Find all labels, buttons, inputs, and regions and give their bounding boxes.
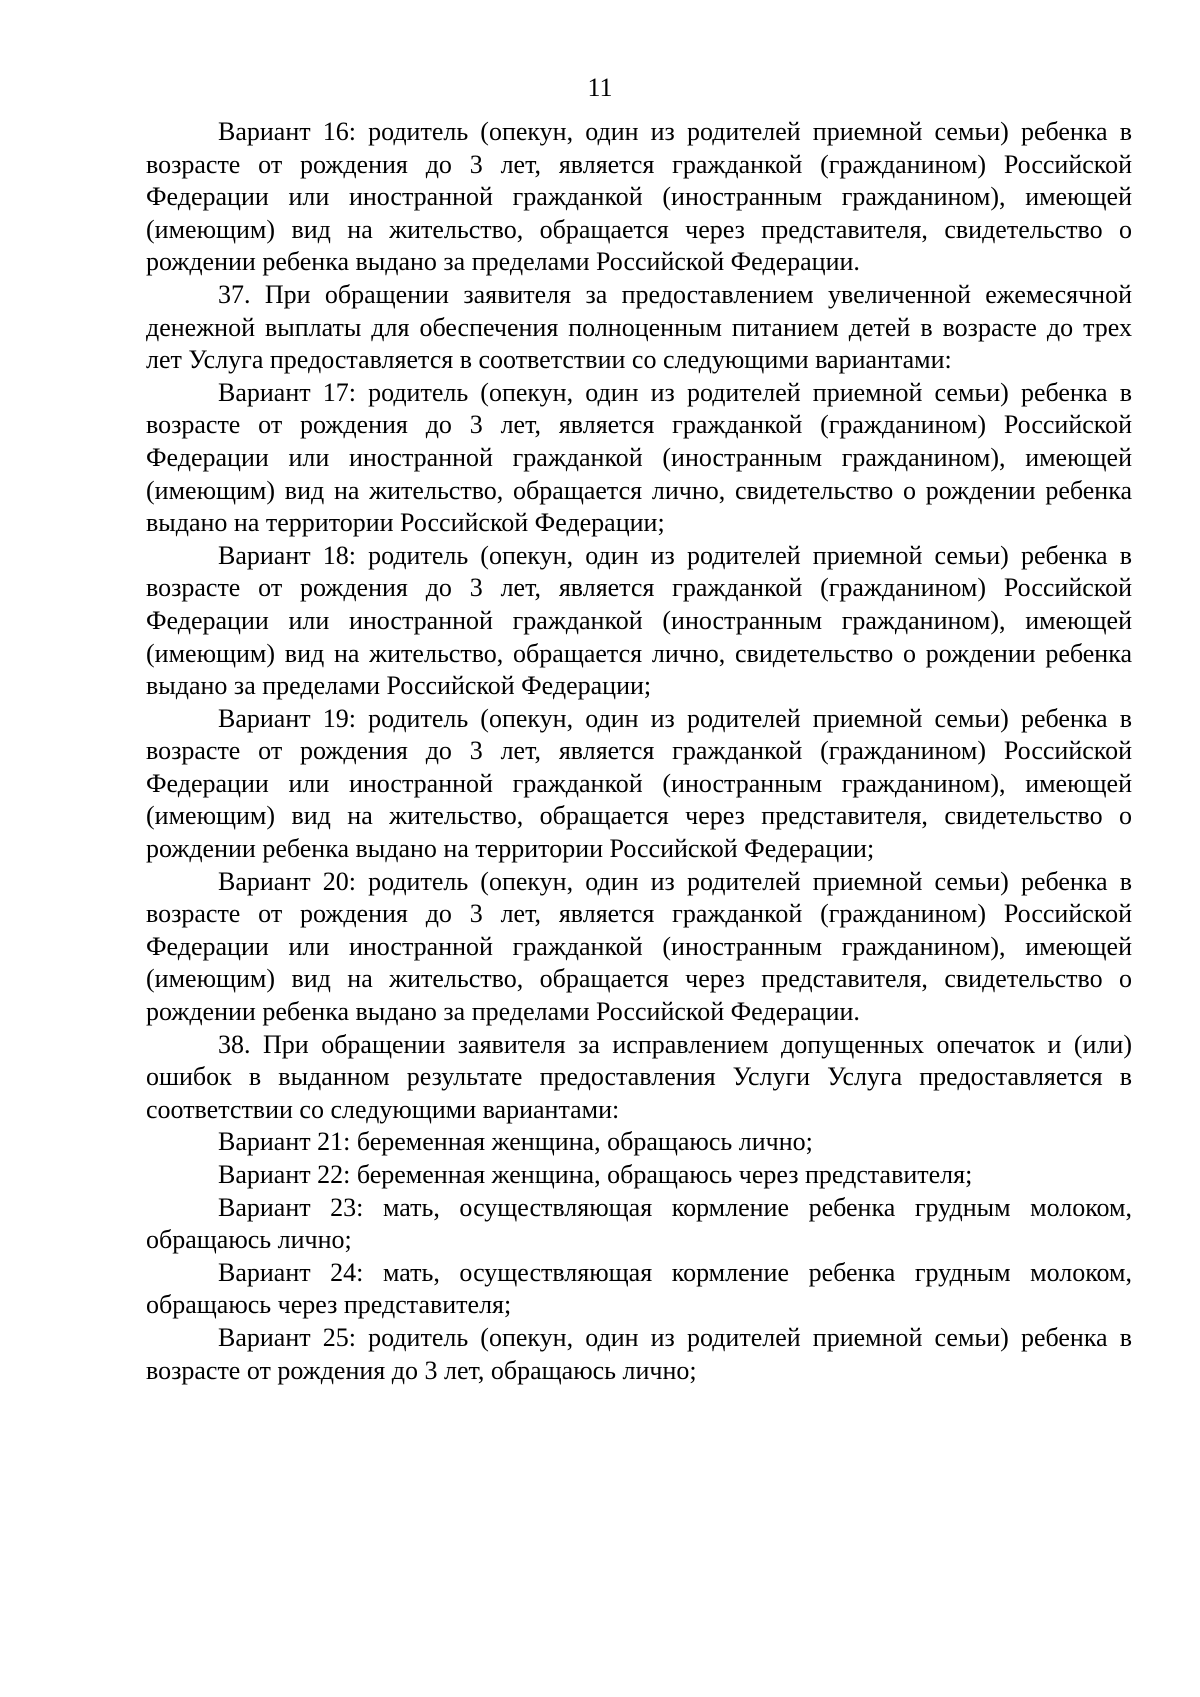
paragraph-clause-37: 37. При обращении заявителя за предоставлением увеличенной ежемесячной денежной выплаты для обеспечения полноценным питанием детей в возрасте до трех лет Услуга предоставляется в соответствии со следующими вариантами: [146, 279, 1132, 375]
paragraph-variant-21: Вариант 21: беременная женщина, обращаюсь лично; [218, 1127, 813, 1157]
paragraph-variant-17: Вариант 17: родитель (опекун, один из родителей приемной семьи) ребенка в возрасте от рождения до 3 лет, является гражданкой (гражданином) Российской Федерации или иностранной гражданкой (иностранным гражданином), имеющей (имеющим) вид на жительство, обращается лично, свидетельство о рождении ребенка выдано на территории Российской Федерации; [146, 377, 1132, 538]
paragraph-variant-24: Вариант 24: мать, осуществляющая кормление ребенка грудным молоком, обращаюсь через представителя; [146, 1257, 1132, 1320]
paragraph-variant-25: Вариант 25: родитель (опекун, один из родителей приемной семьи) ребенка в возрасте от рождения до 3 лет, обращаюсь лично; [146, 1322, 1132, 1385]
paragraph-variant-16: Вариант 16: родитель (опекун, один из родителей приемной семьи) ребенка в возрасте от рождения до 3 лет, является гражданкой (гражданином) Российской Федерации или иностранной гражданкой (иностранным гражданином), имеющей (имеющим) вид на жительство, обращается через представителя, свидетельство о рождении ребенка выдано за пределами Российской Федерации. [146, 117, 1132, 277]
paragraph-variant-18: Вариант 18: родитель (опекун, один из родителей приемной семьи) ребенка в возрасте от рождения до 3 лет, является гражданкой (гражданином) Российской Федерации или иностранной гражданкой (иностранным гражданином), имеющей (имеющим) вид на жительство, обращается лично, свидетельство о рождении ребенка выдано за пределами Российской Федерации; [146, 540, 1132, 701]
paragraph-variant-23: Вариант 23: мать, осуществляющая кормление ребенка грудным молоком, обращаюсь лично; [146, 1192, 1132, 1255]
paragraph-clause-38: 38. При обращении заявителя за исправлением допущенных опечаток и (или) ошибок в выданном результате предоставления Услуги Услуга предоставляется в соответствии со следующими вариантами: [146, 1029, 1132, 1124]
document-body [146, 116, 1132, 1387]
paragraph-variant-20: Вариант 20: родитель (опекун, один из родителей приемной семьи) ребенка в возрасте от рождения до 3 лет, является гражданкой (гражданином) Российской Федерации или иностранной гражданкой (иностранным гражданином), имеющей (имеющим) вид на жительство, обращается через представителя, свидетельство о рождении ребенка выдано за пределами Российской Федерации. [146, 866, 1132, 1027]
page-number: 11 [587, 73, 613, 102]
paragraph-variant-19: Вариант 19: родитель (опекун, один из родителей приемной семьи) ребенка в возрасте от рождения до 3 лет, является гражданкой (гражданином) Российской Федерации или иностранной гражданкой (иностранным гражданином), имеющей (имеющим) вид на жительство, обращается через представителя, свидетельство о рождении ребенка выдано на территории Российской Федерации; [146, 703, 1132, 864]
paragraph-variant-22: Вариант 22: беременная женщина, обращаюсь через представителя; [218, 1160, 973, 1189]
